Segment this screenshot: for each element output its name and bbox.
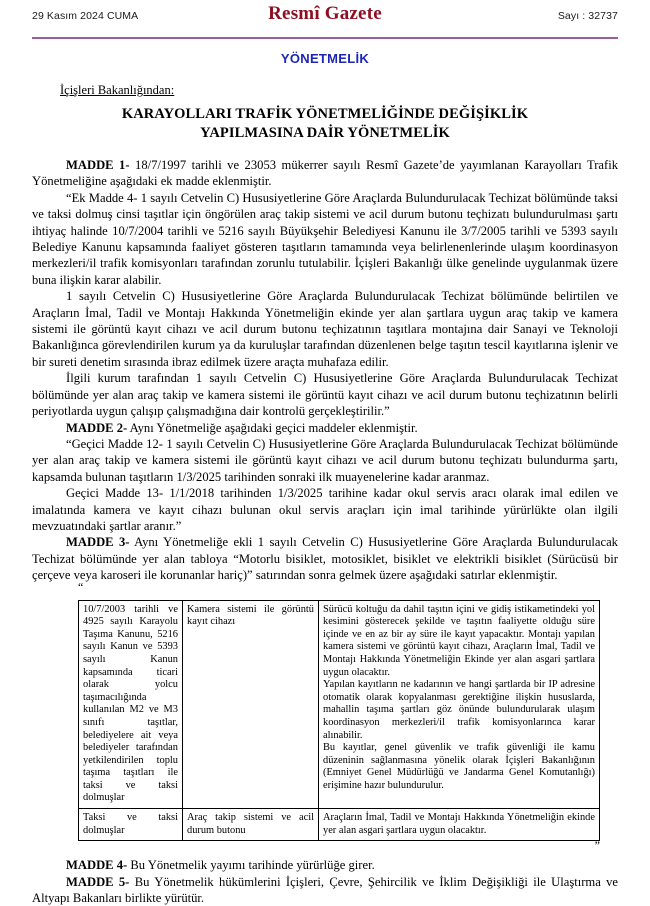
regulation-title-line-1: KARAYOLLARI TRAFİK YÖNETMELİĞİNDE DEĞİŞİKLİK [121, 106, 529, 122]
regulation-body [32, 157, 618, 584]
article-4-text: Bu Yönetmelik yayımı tarihinde yürürlüğe girer. [127, 858, 375, 873]
table-cell-equipment: Kamera sistemi ile görüntü kayıt cihazı [183, 600, 319, 809]
masthead-title: Resmî Gazete [268, 3, 382, 24]
article-1-paragraph [32, 157, 618, 190]
article-5-text: Bu Yönetmelik hükümlerini İçişleri, Çevre, Şehircilik ve İklim Değişikliği ile Ulaştırma ve Altyapı Bakanları birlikte yürütür. [32, 874, 619, 906]
article-4-paragraph [32, 857, 618, 873]
article-2-paragraph [32, 420, 618, 436]
regulation-title-line-2: YAPILMASINA DAİR YÖNETMELİK [200, 125, 450, 141]
article-2-text: Aynı Yönetmeliğe aşağıdaki geçici maddeler eklenmiştir. [127, 420, 418, 435]
article-2-label: MADDE 2- [66, 420, 128, 435]
table-cell-vehicle-type: Taksi ve taksi dolmuşlar [79, 809, 183, 841]
ek-madde-4-paragraph-3: İlgili kurum tarafından 1 sayılı Cetvelin C) Hususiyetlerine Göre Araçlarda Bulundurulacak Techizat bölümünde yer alan araç takip ve kamera sistemi ile görüntü kayıt cihazı ve acil durum butonu teçhizatının belirli periyotlarda uygun çalışıp çalışmadığına dair kontrolü gerçekleştirilir.” [32, 371, 618, 419]
article-4-label: MADDE 4- [66, 858, 128, 873]
condition-paragraph: Bu kayıtlar, genel güvenlik ve trafik güvenliği ile kamu düzeninin sağlanmasına yönelik olarak İçişleri Bakanlığının (Emniyet Genel Müdürlüğü ve Jandarma Genel Komutanlığı) erişimine hazır bulundurulur. [323, 742, 595, 791]
article-3-text: Aynı Yönetmeliğe ekli 1 sayılı Cetvelin C) Hususiyetlerine Göre Araçlarda Bulundurulacak Techizat bölümünde yer alan tabloya “Motorlu bisiklet, motosiklet, bisiklet ve elektrikli bisiklet (Sürücüsü bir çerçeve veya karoseri ile korunanlar hariç)” satırından sonra gelmek üzere aşağıdaki satırlar eklenmiştir. [32, 535, 618, 583]
document-type-heading: YÖNETMELİK [280, 51, 370, 66]
condition-paragraph: Yapılan kayıtların ne kadarının ve hangi şartlarda bir IP adresine otomatik olarak kopyalanması gerektiğine ilişkin hususlarda, mahallin taşıma şartları göz önünde bulundurularak ulaşım koordinasyon merkezleri/il trafik komisyonlarınca karar alınabilir. [323, 679, 595, 741]
masthead-issue-number: Sayı : 32737 [557, 10, 618, 22]
article-5-label: MADDE 5- [66, 874, 130, 889]
condition-paragraph: Araçların İmal, Tadil ve Montajı Hakkında Yönetmeliğin ekinde yer alan asgari şartlara uygun olacaktır. [323, 812, 595, 836]
amendment-table-wrapper [78, 600, 595, 842]
regulation-title [32, 105, 618, 143]
ek-madde-4-paragraph-1: “Ek Madde 4- 1 sayılı Cetvelin C) Hususiyetlerine Göre Araçlarda Bulundurulacak Techizat bölümünde taksi ve taksi dolmuş cinsi taşıtlar için öngörülen araç takip sistemi ve acil durum butonu teçhizatı bulundurulması şartı ihtiyaç halinde 10/7/2004 tarihli ve 5216 sayılı Büyükşehir Belediyesi Kanunu ile 3/7/2005 tarihli ve 5393 sayılı Belediye Kanunu kapsamında faaliyet gösteren taşıtların tamamında veya belirlenenlerinde ulaşım koordinasyon merkezleri/il trafik komisyonları tarafından zorunlu tutulabilir. İçişleri Bakanlığı ülke genelinde uygulanmak üzere buna ilişkin karar alabilir. [32, 190, 618, 287]
article-5-paragraph [32, 874, 618, 906]
table-cell-conditions [319, 809, 600, 841]
ek-madde-4-paragraph-2: 1 sayılı Cetvelin C) Hususiyetlerine Göre Araçlarda Bulundurulacak Techizat bölümünde belirtilen ve Araçların İmal, Tadil ve Montajı Hakkında Yönetmeliğin ekinde yer alan şartlara uygun araç takip ve kamera sistemi ile görüntü kayıt cihazı ve acil durum butonu teçhizatının taşıtlara montajına dair Sanayi ve Teknoloji Bakanlığınca görevlendirilen kurum ya da kuruluşlar tarafından düzenlenen belge taşıtın tescil kayıtlarına işlenir ve bir sureti denetim sırasında ibraz edilmek üzere araçta muhafaza edilir. [32, 289, 618, 369]
table-cell-equipment: Araç takip sistemi ve acil durum butonu [183, 809, 319, 841]
table-row [79, 600, 600, 809]
masthead-divider [32, 37, 618, 39]
table-cell-vehicle-type: 10/7/2003 tarihli ve 4925 sayılı Karayolu Taşıma Kanunu, 5216 sayılı Kanun ve 5393 sayılı Kanun kapsamında ticari olarak yolcu taşımacılığında kullanılan M2 ve M3 sınıfı taşıtlar, belediyelere ait veya belediyeler tarafından yetkilendirilen toplu taşıma taşıtları ile taksi ve taksi dolmuşlar [79, 600, 183, 809]
table-cell-conditions [319, 600, 600, 809]
table-opening-quote: “ [78, 579, 84, 594]
issuing-authority: İçişleri Bakanlığından: [60, 83, 175, 97]
masthead-date: 29 Kasım 2024 CUMA [32, 10, 139, 22]
masthead [32, 0, 618, 36]
article-1-text: 18/7/1997 tarihli ve 23053 mükerrer sayılı Resmî Gazete’de yayımlanan Karayolları Trafik Yönetmeliğine aşağıdaki ek madde eklenmiştir. [32, 158, 618, 189]
amendment-table [78, 600, 600, 842]
table-row [79, 809, 600, 841]
condition-paragraph: Sürücü koltuğu da dahil taşıtın içini ve gidiş istikametindeki yol kesimini gösterecek şekilde ve taşıtın faaliyette olduğu süre içinde ve en az bir ay süre ile kayıt yapacaktır. Montajı yapılan kamera sistemi ve görüntü kayıt cihazı, Araçların İmal, Tadil ve Montajı Hakkında Yönetmeliğin Ekinde yer alan asgari şartlara uygun olacaktır. [323, 603, 595, 678]
provisional-article-12: “Geçici Madde 12- 1 sayılı Cetvelin C) Hususiyetlerine Göre Araçlarda Bulundurulacak Techizat bölümünde yer alan araç takip ve kamera sistemi ile görüntü kayıt cihazı ve acil durum butonu teçhizatı bulundurma şartı, kapsamda bulunan taşıtların 1/3/2025 tarihinden sonraki ilk muayenelerine kadar aranmaz. [32, 436, 618, 484]
regulation-tail [32, 857, 618, 906]
article-3-paragraph [32, 534, 618, 583]
article-1-label: MADDE 1- [66, 158, 130, 172]
provisional-article-13: Geçici Madde 13- 1/1/2018 tarihinden 1/3/2025 tarihine kadar okul servis aracı olarak imal edilen ve imalatında kamera ve kayıt cihazı bulunan okul servis araçları için imal tarihinde yürürlükte olan ilgili mevzuatındaki şartlar aranır.” [32, 486, 618, 533]
table-closing-quote: ” [594, 838, 600, 853]
article-3-label: MADDE 3- [66, 535, 130, 550]
